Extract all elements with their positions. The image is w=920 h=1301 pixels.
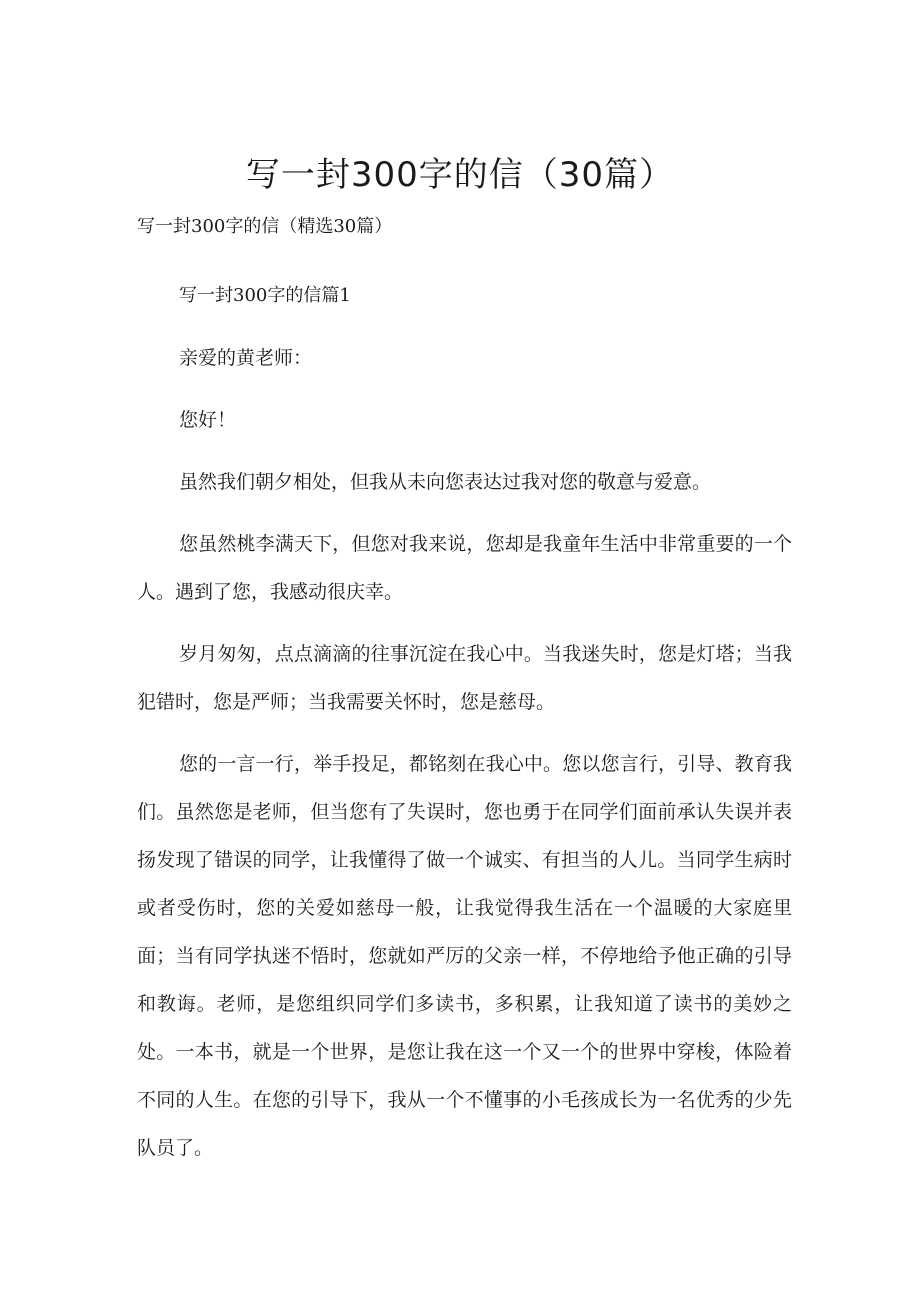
document-title: 写一封300字的信（30篇）: [245, 155, 675, 195]
section-heading: 写一封300字的信篇1: [179, 285, 351, 306]
paragraph: 您虽然桃李满天下，但您对我来说，您却是我童年生活中非常重要的一个人。遇到了您，我感动很庆幸。: [137, 533, 792, 603]
salutation: 亲爱的黄老师：: [179, 347, 313, 369]
greeting: 您好！: [179, 409, 237, 431]
document-subtitle: 写一封300字的信（精选30篇）: [137, 216, 393, 237]
paragraph: 岁月匆匆，点点滴滴的往事沉淀在我心中。当我迷失时，您是灯塔；当我犯错时，您是严师；当我需要关怀时，您是慈母。: [137, 643, 792, 713]
paragraph: 您的一言一行，举手投足，都铭刻在我心中。您以您言行，引导、教育我们。虽然您是老师，但当您有了失误时，您也勇于在同学们面前承认失误并表扬发现了错误的同学，让我懂得了做一个诚实、有担当的人儿。当同学生病时或者受伤时，您的关爱如慈母一般，让我觉得我生活在一个温暖的大家庭里面；当有同学执迷不悟时，您就如严厉的父亲一样，不停地给予他正确的引导和教诲。老师，是您组织同学们多读书，多积累，让我知道了读书的美妙之处。一本书，就是一个世界，是您让我在这一个又一个的世界中穿梭，体险着不同的人生。在您的引导下，我从一个不懂事的小毛孩成长为一名优秀的少先队员了。: [137, 753, 792, 1159]
paragraph: 虽然我们朝夕相处，但我从未向您表达过我对您的敬意与爱意。: [179, 471, 712, 493]
letter-body: [137, 272, 792, 1172]
